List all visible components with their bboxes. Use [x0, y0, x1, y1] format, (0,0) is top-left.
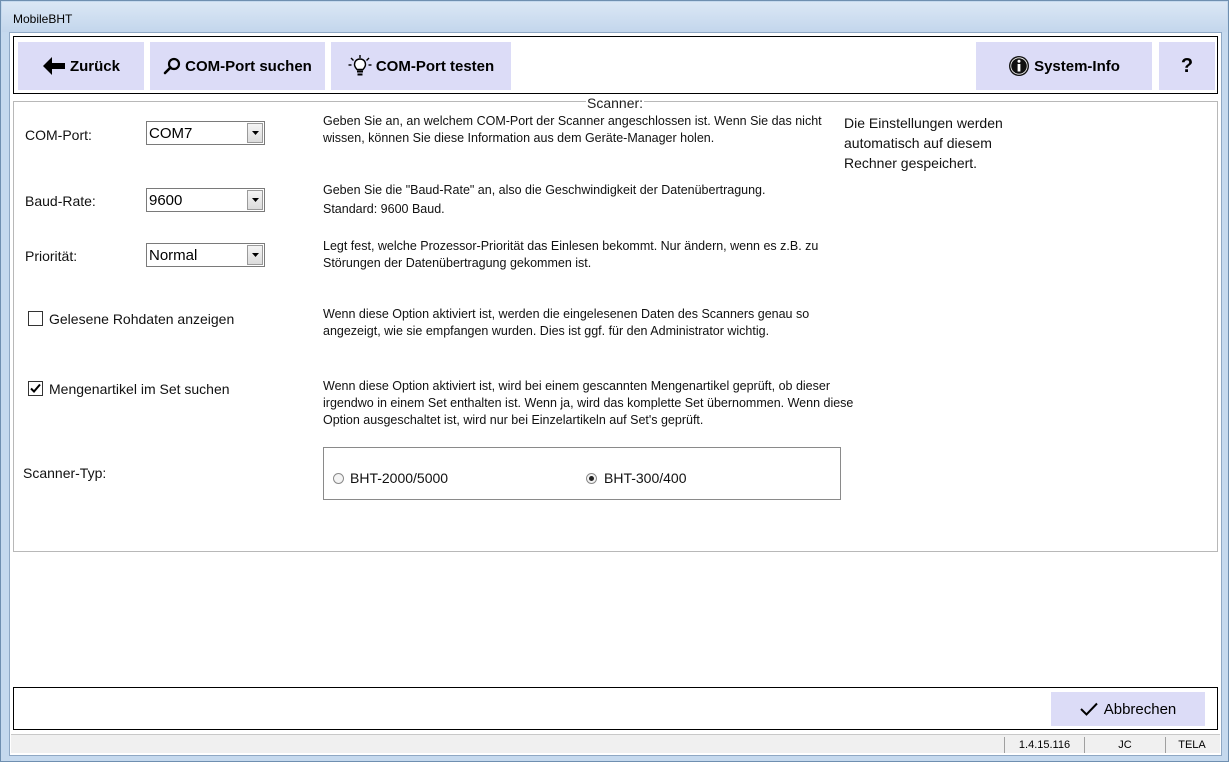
set-search-label[interactable]: Mengenartikel im Set suchen: [49, 381, 230, 397]
status-bar: [11, 734, 1220, 753]
chevron-down-icon[interactable]: [247, 245, 263, 265]
priority-description: Legt fest, welche Prozessor-Priorität das Einlesen bekommt. Nur ändern, wenn es z.B. zu Störungen der Datenübertragung gekommen ist.: [323, 239, 819, 270]
baud-rate-select[interactable]: [146, 188, 265, 212]
com-port-search-label: COM-Port suchen: [185, 57, 312, 75]
scanner-group-title: Scanner:: [587, 95, 644, 111]
checkmark-icon: [30, 383, 41, 394]
system-info-label: System-Info: [1034, 57, 1120, 75]
help-button[interactable]: [1159, 42, 1215, 90]
baud-rate-description-line2: Standard: 9600 Baud.: [323, 202, 445, 216]
raw-data-description: Wenn diese Option aktiviert ist, werden die eingelesenen Daten des Scanners genau so angezeigt, wie sie empfangen wurden. Dies ist ggf. für den Administrator wichtig.: [323, 307, 810, 338]
radio-bht-300-label[interactable]: BHT-300/400: [604, 470, 687, 486]
priority-value: Normal: [149, 247, 198, 264]
priority-label: Priorität:: [25, 248, 78, 264]
system-info-button[interactable]: [976, 42, 1152, 90]
baud-rate-value: 9600: [149, 192, 183, 209]
baud-rate-description-line1: Geben Sie die "Baud-Rate" an, also die Geschwindigkeit der Datenübertragung.: [323, 183, 766, 197]
status-company: TELA: [1165, 737, 1218, 753]
set-search-description: Wenn diese Option aktiviert ist, wird bei einem gescannten Mengenartikel geprüft, ob dieser irgendwo in einem Set enthalten ist. Wenn ja, wird das komplette Set übernommen. Wenn diese Option ausgeschaltet ist, wird nur bei Einzelartikeln auf Set's geprüft.: [323, 379, 854, 427]
set-search-checkbox[interactable]: [28, 381, 43, 396]
chevron-down-icon[interactable]: [247, 123, 263, 143]
status-user: JC: [1084, 737, 1165, 753]
com-port-test-label: COM-Port testen: [375, 57, 495, 75]
magnifier-icon: [163, 57, 181, 75]
arrow-left-icon: [42, 56, 66, 76]
lightbulb-icon: [348, 54, 372, 78]
back-button[interactable]: [18, 42, 144, 90]
radio-bht-300[interactable]: [586, 473, 597, 484]
raw-data-checkbox[interactable]: [28, 311, 43, 326]
scanner-type-group: [323, 447, 841, 500]
com-port-value: COM7: [149, 125, 193, 142]
toolbar: [13, 36, 1218, 94]
com-port-label: COM-Port:: [25, 127, 92, 143]
raw-data-label[interactable]: Gelesene Rohdaten anzeigen: [49, 311, 235, 327]
status-version: 1.4.15.116: [1004, 737, 1084, 753]
priority-select[interactable]: [146, 243, 265, 267]
bottom-bar: [13, 687, 1218, 730]
window-title: MobileBHT: [13, 12, 73, 26]
cancel-button[interactable]: [1051, 692, 1205, 726]
back-button-label: Zurück: [69, 57, 120, 75]
chevron-down-icon[interactable]: [247, 190, 263, 210]
com-port-search-button[interactable]: [150, 42, 325, 90]
baud-rate-label: Baud-Rate:: [25, 193, 96, 209]
client-area: [9, 32, 1222, 756]
help-label: ?: [1180, 54, 1194, 77]
scanner-type-label: Scanner-Typ:: [23, 465, 107, 481]
checkmark-icon: [1080, 702, 1098, 716]
radio-bht-2000[interactable]: [333, 473, 344, 484]
info-icon: [1008, 55, 1030, 77]
title-bar: [2, 2, 1227, 32]
com-port-description: Geben Sie an, an welchem COM-Port der Scanner angeschlossen ist. Wenn Sie das nicht wissen, können Sie diese Information aus dem Geräte-Manager holen.: [323, 114, 822, 145]
com-port-test-button[interactable]: [331, 42, 511, 90]
radio-selected-dot: [589, 476, 594, 481]
cancel-button-label: Abbrechen: [1103, 700, 1177, 718]
settings-saved-note: Die Einstellungen werden automatisch auf diesem Rechner gespeichert.: [844, 115, 1003, 171]
radio-bht-2000-label[interactable]: BHT-2000/5000: [350, 470, 449, 486]
com-port-select[interactable]: [146, 121, 265, 145]
